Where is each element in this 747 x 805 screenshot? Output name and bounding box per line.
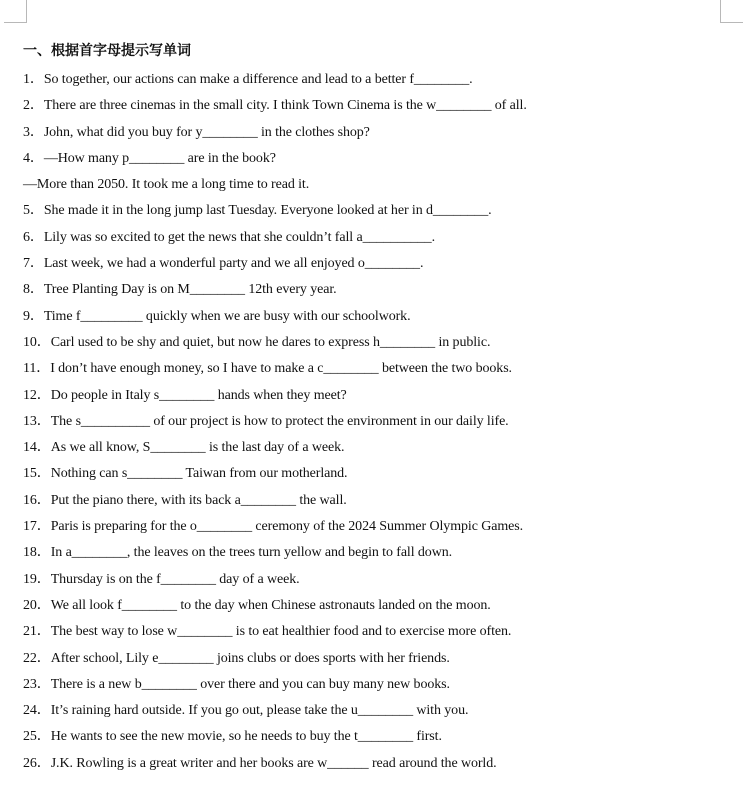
question-number: 8． <box>23 282 44 298</box>
question-text: Tree Planting Day is on M________ 12th every year. <box>43 282 337 298</box>
question-line <box>23 619 738 645</box>
question-line <box>23 646 738 672</box>
question-text: There are three cinemas in the small city. I think Town Cinema is the w________ of all. <box>43 98 527 114</box>
question-number: 24． <box>23 703 51 719</box>
question-text: John, what did you buy for y________ in the clothes shop? <box>43 124 370 140</box>
question-text: —How many p________ are in the book? <box>43 150 276 166</box>
question-number: 19． <box>23 571 51 587</box>
question-text: Thursday is on the f________ day of a week. <box>50 571 300 587</box>
section-title: 一、根据首字母提示写单词 <box>23 43 191 59</box>
question-line <box>23 67 738 93</box>
question-text: The s__________ of our project is how to protect the environment in our daily life. <box>50 413 509 429</box>
question-text: There is a new b________ over there and you can buy many new books. <box>50 676 450 692</box>
question-text: Nothing can s________ Taiwan from our motherland. <box>50 466 348 482</box>
question-number: 5． <box>23 203 44 219</box>
question-line <box>23 751 738 777</box>
question-line <box>23 277 738 303</box>
question-number: 18． <box>23 545 51 561</box>
question-number: 13． <box>23 413 51 429</box>
question-text: —More than 2050. It took me a long time to read it. <box>23 177 310 193</box>
question-text: After school, Lily e________ joins clubs or does sports with her friends. <box>50 650 450 666</box>
question-number: 1． <box>23 72 44 87</box>
question-number: 20． <box>23 597 51 613</box>
question-text: Put the piano there, with its back a________ the wall. <box>50 492 347 508</box>
question-text: In a________, the leaves on the trees turn yellow and begin to fall down. <box>50 545 453 561</box>
question-line <box>23 540 738 566</box>
question-text: As we all know, S________ is the last day of a week. <box>50 440 345 456</box>
question-line <box>23 593 738 619</box>
question-number: 12． <box>23 387 51 403</box>
question-line <box>23 514 738 540</box>
question-text: He wants to see the new movie, so he needs to buy the t________ first. <box>50 729 442 745</box>
question-number: 2． <box>23 98 44 114</box>
question-number: 16． <box>23 492 51 508</box>
question-line <box>23 120 738 146</box>
question-number: 14． <box>23 440 51 456</box>
question-text: J.K. Rowling is a great writer and her books are w______ read around the world. <box>50 755 497 771</box>
question-text: It’s raining hard outside. If you go out, please take the u________ with you. <box>50 703 469 719</box>
question-line <box>23 383 738 409</box>
question-line <box>23 330 738 356</box>
question-line <box>23 409 738 435</box>
question-line <box>23 672 738 698</box>
question-number: 22． <box>23 650 51 666</box>
question-line <box>23 488 738 514</box>
question-text: I don’t have enough money, so I have to make a c________ between the two books. <box>50 361 512 377</box>
question-line <box>23 698 738 724</box>
question-line <box>23 93 738 119</box>
question-number: 6． <box>23 229 44 245</box>
question-number: 3． <box>23 124 44 140</box>
question-text: Carl used to be shy and quiet, but now he dares to express h________ in public. <box>50 334 491 350</box>
question-text: Do people in Italy s________ hands when they meet? <box>50 387 347 403</box>
question-number: 21． <box>23 624 51 640</box>
question-number: 23． <box>23 676 51 692</box>
page-corner-mark-left <box>4 0 27 23</box>
question-line <box>23 146 738 172</box>
question-line <box>23 356 738 382</box>
question-text: So together, our actions can make a difference and lead to a better f________. <box>43 72 473 87</box>
question-text: The best way to lose w________ is to eat healthier food and to exercise more often. <box>50 624 512 640</box>
question-line <box>23 567 738 593</box>
question-line <box>23 172 738 198</box>
question-number: 7． <box>23 256 44 272</box>
question-list <box>23 67 738 777</box>
question-text: She made it in the long jump last Tuesday. Everyone looked at her in d________. <box>43 203 492 219</box>
question-line <box>23 198 738 224</box>
question-number: 17． <box>23 519 51 535</box>
question-number: 15． <box>23 466 51 482</box>
question-text: Last week, we had a wonderful party and we all enjoyed o________. <box>43 256 424 272</box>
question-line <box>23 225 738 251</box>
question-line <box>23 251 738 277</box>
question-line <box>23 435 738 461</box>
question-text: Time f_________ quickly when we are busy with our schoolwork. <box>43 308 411 324</box>
question-line <box>23 461 738 487</box>
page-corner-mark-right <box>720 0 743 23</box>
question-number: 26． <box>23 755 51 771</box>
question-text: We all look f________ to the day when Chinese astronauts landed on the moon. <box>50 597 491 613</box>
question-text: Paris is preparing for the o________ ceremony of the 2024 Summer Olympic Games. <box>50 519 523 535</box>
question-number: 10． <box>23 334 51 350</box>
question-line <box>23 724 738 750</box>
question-number: 25． <box>23 729 51 745</box>
question-line <box>23 304 738 330</box>
question-text: Lily was so excited to get the news that she couldn’t fall a__________. <box>43 229 435 245</box>
question-number: 9． <box>23 308 44 324</box>
question-number: 11． <box>23 361 51 377</box>
question-number: 4． <box>23 150 44 166</box>
document-body <box>23 40 738 777</box>
